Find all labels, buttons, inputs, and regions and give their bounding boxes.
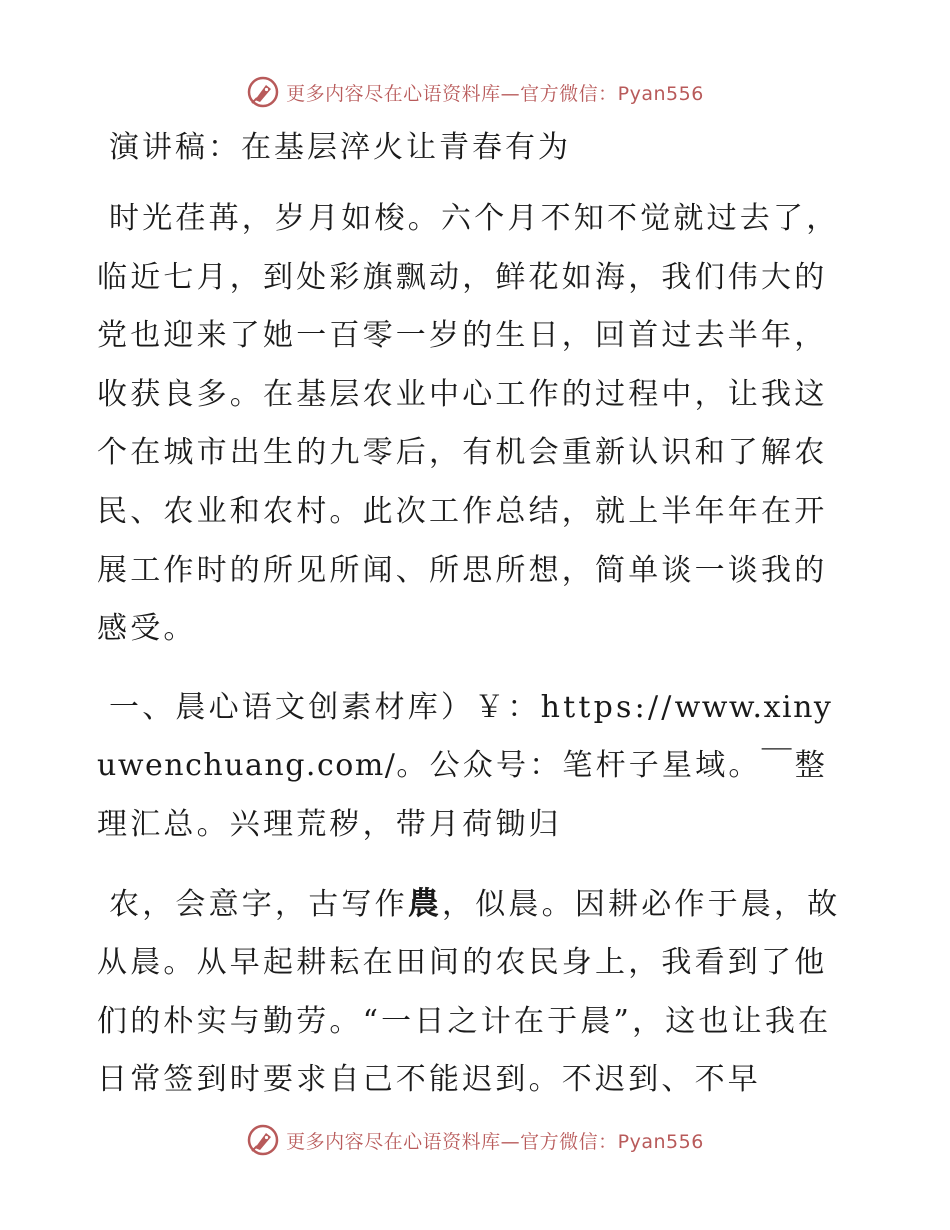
ancient-glyph-nong: 農	[407, 885, 443, 922]
watermark-text: 更多内容尽在心语资料库—官方微信：Pyan556	[286, 82, 704, 105]
header-watermark-banner	[0, 72, 950, 112]
footer-watermark-banner	[0, 1120, 950, 1160]
watermark-text: 更多内容尽在心语资料库—官方微信：Pyan556	[286, 1130, 704, 1153]
document-title: 演讲稿：在基层淬火让青春有为	[109, 130, 571, 165]
document-body	[97, 124, 850, 1110]
paragraph-intro	[97, 190, 850, 659]
section-heading-1	[97, 679, 850, 855]
pen-nib-logo-icon	[246, 1123, 280, 1157]
pen-nib-logo-icon	[246, 75, 280, 109]
paragraph-nong	[97, 875, 850, 1110]
section-heading-url: www.xinyuwenchuang.com/	[97, 689, 833, 784]
paragraph-nong-start: 农，会意字，古写作	[109, 886, 408, 922]
paragraph-nong-rest: ，似晨。因耕必作于晨，故从晨。从早起耕耘在田间的农民身上，我看到了他们的朴实与勤劳。“一日之计在于晨”，这也让我在日常签到时要求自己不能迟到。不迟到、不早	[97, 886, 841, 1098]
section-heading-suffix: 。公众号：笔杆子星域。￣整理汇总。兴理荒秽，带月荷锄归	[97, 748, 828, 842]
section-heading-prefix: 一、晨心语文创素材库）￥：https://	[109, 689, 675, 725]
paragraph-intro-text: 时光荏苒，岁月如梭。六个月不知不觉就过去了，临近七月，到处彩旗飘动，鲜花如海，我们伟大的党也迎来了她一百零一岁的生日，回首过去半年，收获良多。在基层农业中心工作的过程中，让我这个在城市出生的九零后，有机会重新认识和了解农民、农业和农村。此次工作总结，就上半年年在开展工作时的所见所闻、所思所想，简单谈一谈我的感受。	[97, 201, 840, 647]
